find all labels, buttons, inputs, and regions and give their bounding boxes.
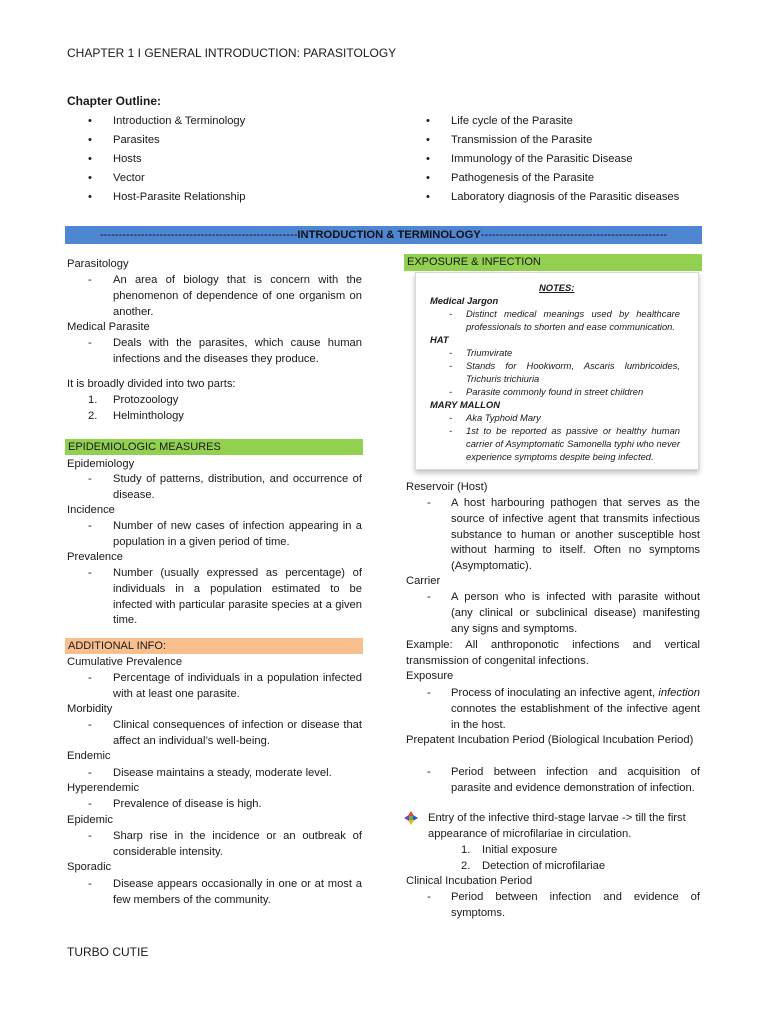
definition-dash: - <box>427 497 431 509</box>
def-clinical-incubation: Period between infection and evidence of symptoms. <box>451 891 700 919</box>
page-title: CHAPTER 1 I GENERAL INTRODUCTION: PARASITOLOGY <box>67 46 397 60</box>
definition-dash: - <box>88 274 92 286</box>
term-prepatent: Prepatent Incubation Period (Biological Incubation Period) <box>406 734 694 746</box>
term-sporadic: Sporadic <box>67 861 112 873</box>
def-endemic: Disease maintains a steady, moderate level. <box>113 767 332 779</box>
definition-dash: - <box>88 337 92 349</box>
term-epidemic: Epidemic <box>67 814 114 826</box>
list-number: 2. <box>88 410 98 422</box>
entry-item-2: Detection of microfilariae <box>482 860 606 872</box>
def-prevalence: Number (usually expressed as percentage) of individuals in a population estimated to be infected with particular parasite species at a given time. <box>113 567 362 627</box>
notes-title: NOTES: <box>539 282 575 293</box>
def-reservoir: A host harbouring pathogen that serves as the source of infective agent that transmits infectious substance to human or another susceptible host without harming to itself. Often no symptoms (Asymptomatic). <box>451 497 700 573</box>
definition-dash: - <box>88 473 92 485</box>
notes-mary-mallon: MARY MALLON <box>430 399 500 410</box>
list-number: 2. <box>461 860 471 872</box>
term-hyperendemic: Hyperendemic <box>67 782 140 794</box>
exposure-infection-band: EXPOSURE & INFECTION <box>404 254 702 271</box>
term-incidence: Incidence <box>67 504 115 516</box>
bullet-icon: • <box>88 153 92 165</box>
definition-dash: - <box>427 766 431 778</box>
bullet-icon: • <box>88 115 92 127</box>
notes-hat-3: Parasite commonly found in street children <box>466 386 644 397</box>
definition-dash: - <box>449 386 453 397</box>
additional-info-band: ADDITIONAL INFO: <box>65 638 363 654</box>
entry-item-1: Initial exposure <box>482 844 558 856</box>
bullet-icon: • <box>426 153 430 165</box>
footer-text: TURBO CUTIE <box>67 945 149 959</box>
divided-text: It is broadly divided into two parts: <box>67 378 236 390</box>
definition-dash: - <box>88 830 92 842</box>
def-incidence: Number of new cases of infection appearing in a population in a given period of time. <box>113 520 362 548</box>
example-text: Example: All anthroponotic infections and vertical transmission of congenital infections. <box>406 639 700 667</box>
notes-hat-2: Stands for Hookworm, Ascaris lumbricoides, Trichuris trichiuria <box>466 360 680 384</box>
def-carrier: A person who is infected with parasite without (any clinical or subclinical disease) manifesting any signs and symptoms. <box>451 591 700 635</box>
def-exposure: Process of inoculating an infective agent, infection connotes the establishment of the infective agent in the host. <box>451 687 700 731</box>
notes-mary-1: Aka Typhoid Mary <box>466 412 541 423</box>
def-cumulative-prevalence: Percentage of individuals in a population infected with at least one parasite. <box>113 672 362 700</box>
definition-dash: - <box>427 687 431 699</box>
definition-dash: - <box>88 798 92 810</box>
def-epidemic: Sharp rise in the incidence or an outbreak of considerable intensity. <box>113 830 362 858</box>
outline-heading: Chapter Outline: <box>67 94 162 108</box>
definition-dash: - <box>88 719 92 731</box>
term-medical-parasite: Medical Parasite <box>67 321 150 333</box>
definition-dash: - <box>88 878 92 890</box>
def-parasitology: An area of biology that is concern with the phenomenon of dependence of one organism on another. <box>113 274 362 318</box>
notes-hat-1: Triumvirate <box>466 347 513 358</box>
notes-hat: HAT <box>430 334 449 345</box>
definition-dash: - <box>88 767 92 779</box>
definition-dash: - <box>449 425 453 436</box>
notes-box <box>415 272 699 470</box>
notes-medical-jargon: Medical Jargon <box>430 295 499 306</box>
part-protozoology: Protozoology <box>113 394 179 406</box>
definition-dash: - <box>449 347 453 358</box>
term-exposure: Exposure <box>406 670 454 682</box>
definition-dash: - <box>449 412 453 423</box>
def-prepatent: Period between infection and acquisition of parasite and evidence demonstration of infection. <box>451 766 700 794</box>
notes-mary-2: 1st to be reported as passive or healthy human carrier of Asymptomatic Samonella typhi who never experience symptoms despite being infected. <box>466 425 680 462</box>
term-cumulative-prevalence: Cumulative Prevalence <box>67 656 183 668</box>
entry-text: Entry of the infective third-stage larvae -> till the first appearance of microfilariae in circulation. <box>428 812 686 840</box>
term-reservoir: Reservoir (Host) <box>406 481 488 493</box>
bullet-icon: • <box>88 134 92 146</box>
bullet-icon: • <box>426 172 430 184</box>
epidemiologic-band: EPIDEMIOLOGIC MEASURES <box>65 439 363 455</box>
section-bar: -----------------------------------------------------INTRODUCTION & TERMINOLOGY-------------------------------------------------- <box>65 226 702 244</box>
list-number: 1. <box>88 394 98 406</box>
def-epidemiology: Study of patterns, distribution, and occurrence of disease. <box>113 473 362 501</box>
bullet-icon: • <box>88 172 92 184</box>
notes-mj-def: Distinct medical meanings used by healthcare professionals to shorten and ease communication. <box>466 308 680 332</box>
bullet-icon: • <box>426 115 430 127</box>
cross-arrow-icon <box>404 811 418 825</box>
definition-dash: - <box>88 567 92 579</box>
definition-dash: - <box>427 891 431 903</box>
part-helminthology: Helminthology <box>113 410 184 422</box>
section-title: INTRODUCTION & TERMINOLOGY <box>297 229 481 241</box>
term-endemic: Endemic <box>67 750 111 762</box>
bullet-icon: • <box>426 134 430 146</box>
definition-dash: - <box>88 520 92 532</box>
term-morbidity: Morbidity <box>67 703 113 715</box>
bullet-icon: • <box>426 191 430 203</box>
def-medical-parasite: Deals with the parasites, which cause human infections and the diseases they produce. <box>113 337 362 365</box>
def-sporadic: Disease appears occasionally in one or at most a few members of the community. <box>113 878 362 906</box>
definition-dash: - <box>449 360 453 371</box>
term-clinical-incubation: Clinical Incubation Period <box>406 875 533 887</box>
definition-dash: - <box>449 308 453 319</box>
definition-dash: - <box>88 672 92 684</box>
list-number: 1. <box>461 844 471 856</box>
term-prevalence: Prevalence <box>67 551 123 563</box>
definition-dash: - <box>427 591 431 603</box>
def-hyperendemic: Prevalence of disease is high. <box>113 798 262 810</box>
term-epidemiology: Epidemiology <box>67 458 135 470</box>
term-parasitology: Parasitology <box>67 258 129 270</box>
bullet-icon: • <box>88 191 92 203</box>
term-carrier: Carrier <box>406 575 441 587</box>
def-morbidity: Clinical consequences of infection or disease that affect an individual’s well-being. <box>113 719 362 747</box>
